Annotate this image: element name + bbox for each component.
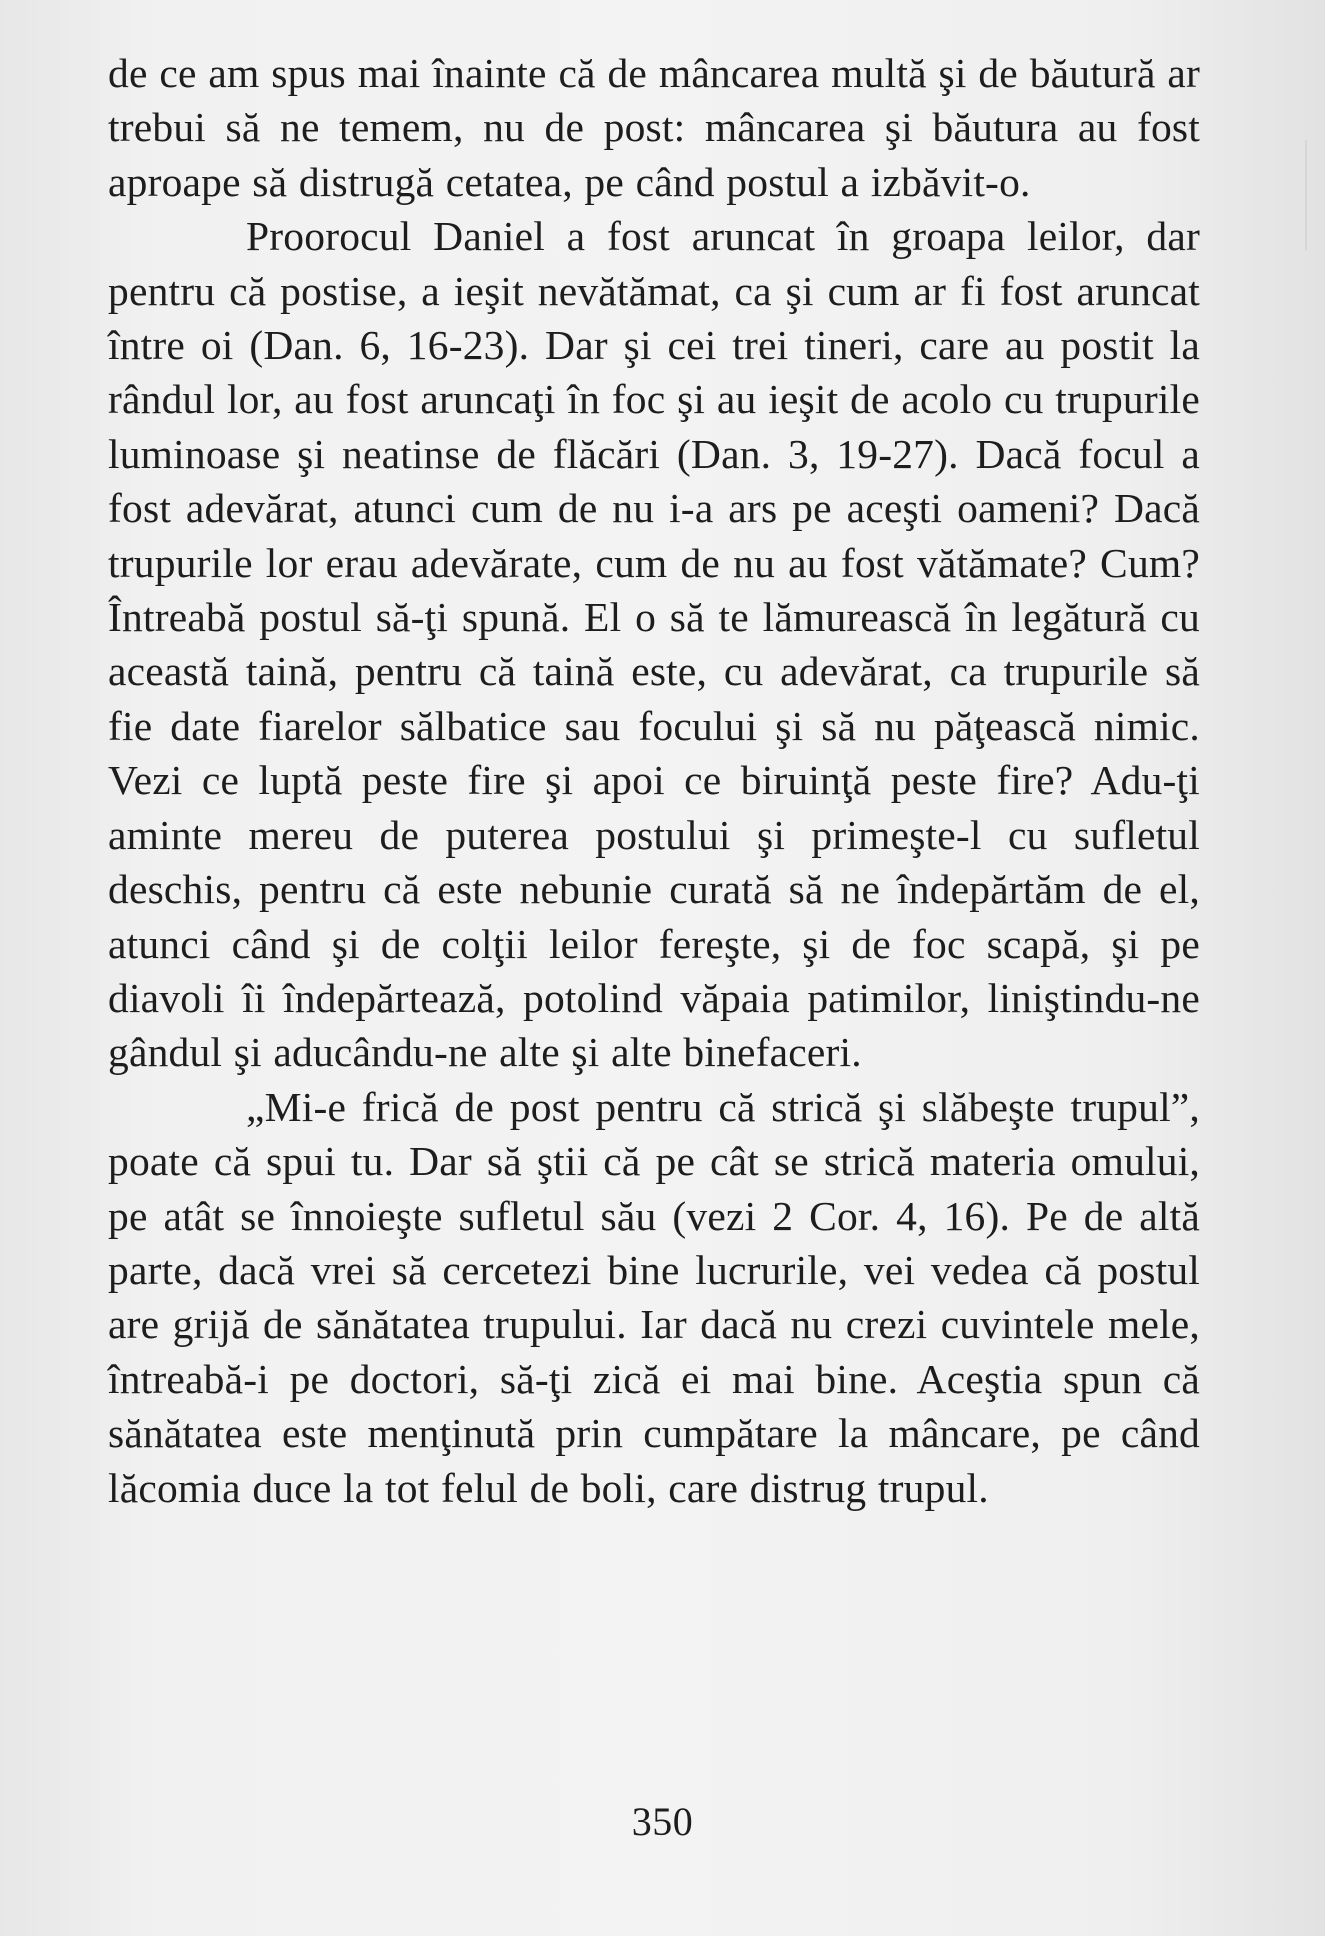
text-block [108,46,1200,1515]
paragraph-2: Proorocul Daniel a fost aruncat în groapa leilor, dar pentru că postise, a ieşit nevătămat, ca şi cum ar fi fost aruncat între oi (Dan. 6, 16-23). Dar şi cei trei tineri, care au postit la rândul lor, au fost aruncaţi în foc şi au ieşit de acolo cu trupurile luminoase şi neatinse de flăcări (Dan. 3, 19-27). Dacă focul a fost adevărat, atunci cum de nu i-a ars pe aceşti oameni? Dacă trupurile lor erau adevărate, cum de nu au fost vătămate? Cum? Întreabă postul să-ţi spună. El o să te lămurească în legătură cu această taină, pentru că taină este, cu adevărat, ca trupurile să fie date fiarelor sălbatice sau focului şi să nu păţească nimic. Vezi ce luptă peste fire şi apoi ce biruinţă peste fire? Adu-ţi aminte mereu de puterea postului şi primeşte-l cu sufletul deschis, pentru că este nebunie curată să ne îndepărtăm de el, atunci când şi de colţii leilor fereşte, şi de foc scapă, şi pe diavoli îi îndepărtează, potolind văpaia patimilor, liniştindu-ne gândul şi aducându-ne alte şi alte binefaceri. [108,213,1200,1076]
page-number: 350 [631,1799,694,1844]
page-edge-shadow [1305,140,1307,250]
paragraph-1: de ce am spus mai înainte că de mâncarea multă şi de băutură ar trebui să ne temem, nu de post: mâncarea şi băutura au fost aproape să distrugă cetatea, pe când postul a izbăvit-o. [108,50,1200,205]
paragraph-3: „Mi-e frică de post pentru că strică şi slăbeşte trupul”, poate că spui tu. Dar să ştii că pe cât se strică materia omului, pe atât se înnoieşte sufletul său (vezi 2 Cor. 4, 16). Pe de altă parte, dacă vrei să cercetezi bine lucrurile, vei vedea că postul are grijă de sănătatea trupului. Iar dacă nu crezi cuvintele mele, întreabă-i pe doctori, să-ţi zică ei mai bine. Aceştia spun că sănătatea este menţinută prin cumpătare la mâncare, pe când lăcomia duce la tot felul de boli, care distrug trupul. [108,1083,1200,1511]
